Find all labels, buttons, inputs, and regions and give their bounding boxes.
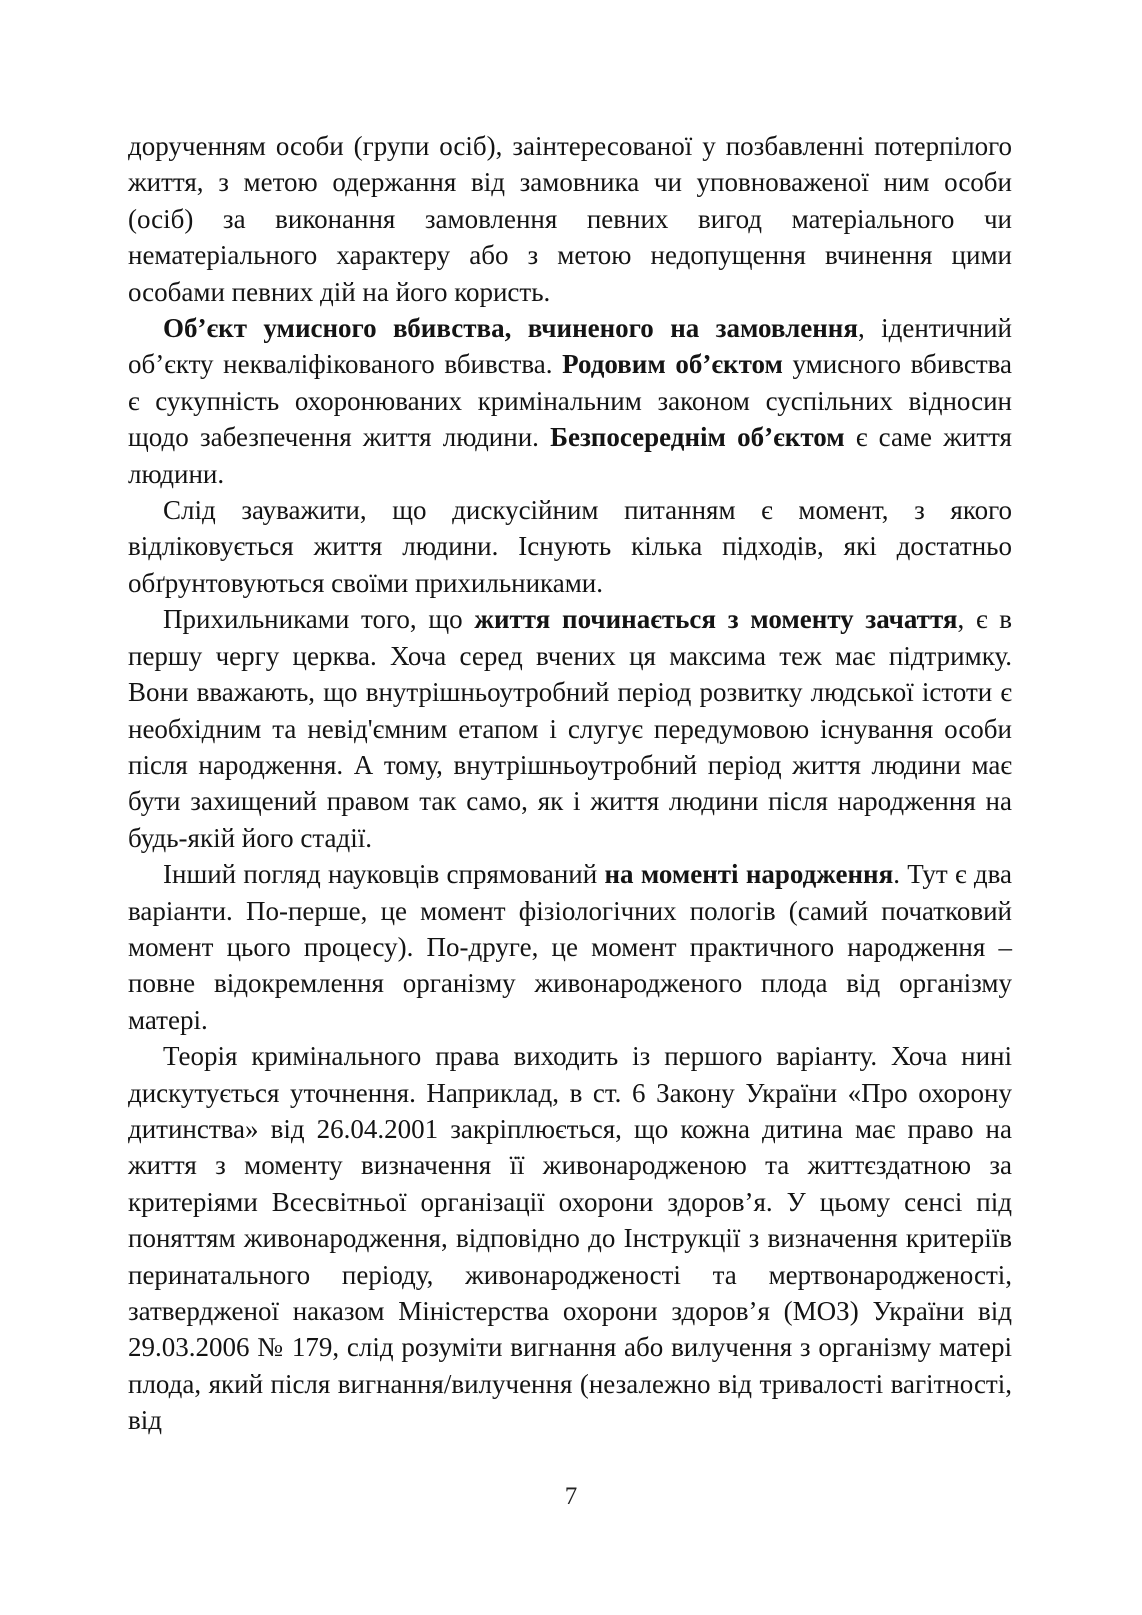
- text-run: Прихильниками того, що: [163, 604, 475, 635]
- paragraph-debatable-moment: [128, 492, 1012, 601]
- paragraph-birth-view: [128, 856, 1012, 1038]
- bold-term: Об’єкт умисного вбивства, вчиненого на замовлення: [163, 313, 858, 344]
- text-run: є саме життя людини.: [128, 422, 1012, 489]
- paragraph-object-of-murder: [128, 310, 1012, 492]
- bold-term: Родовим об’єктом: [562, 349, 783, 380]
- bold-term: життя починається з моменту зачаття: [474, 604, 958, 635]
- page-number: 7: [564, 1483, 578, 1510]
- page-body: [128, 128, 1012, 1439]
- paragraph-continuation: [128, 128, 1012, 310]
- text-run: дорученням особи (групи осіб), заінтересованої у позбавленні потерпілого життя, з метою одержання від замовника чи уповноваженої ним особи (осіб) за виконання замовлення певних вигод матеріального чи нематеріального характеру або з метою недопущення вчинення цими особами певних дій на його користь.: [128, 131, 1012, 307]
- text-run: Інший погляд науковців спрямований: [163, 859, 605, 890]
- paragraph-criminal-law-theory: [128, 1038, 1012, 1438]
- text-run: умисного вбивства є сукупність охоронюваних кримінальним законом суспільних відносин щодо забезпечення життя людини.: [128, 349, 1012, 453]
- bold-term: на моменті народження: [604, 859, 894, 890]
- paragraph-conception-view: [128, 601, 1012, 856]
- bold-term: Безпосереднім об’єктом: [550, 422, 845, 453]
- text-run: Слід зауважити, що дискусійним питанням є момент, з якого відліковується життя людини. Існують кілька підходів, які достатньо обґрунтовуються своїми прихильниками.: [128, 495, 1012, 598]
- text-run: Теорія кримінального права виходить із першого варіанту. Хоча нині дискутується уточнення. Наприклад, в ст. 6 Закону України «Про охорону дитинства» від 26.04.2001 закріплюється, що кожна дитина має право на життя з моменту визначення її живонародженою та життєздатною за критеріями Всесвітньої організації охорони здоров’я. У цьому сенсі під поняттям живонародження, відповідно до Інструкції з визначення критеріїв перинатального періоду, живонародженості та мертвонародженості, затвердженої наказом Міністерства охорони здоров’я (МОЗ) України від 29.03.2006 № 179, слід розуміти вигнання або вилучення з організму матері плода, який після вигнання/вилучення (незалежно від тривалості вагітності, від: [128, 1041, 1012, 1436]
- text-run: , є в першу чергу церква. Хоча серед вчених ця максима теж має підтримку. Вони вважають, що внутрішньоутробний період розвитку людської істоти є необхідним та невід'ємним етапом і слугує передумовою існування особи після народження. А тому, внутрішньоутробний період життя людини має бути захищений правом так само, як і життя людини після народження на будь-якій його стадії.: [128, 604, 1013, 853]
- text-run: , ідентичний об’єкту некваліфікованого вбивства.: [128, 313, 1012, 380]
- text-run: . Тут є два варіанти. По-перше, це момент фізіологічних пологів (самий початковий момент цього процесу). По-друге, це момент практичного народження – повне відокремлення організму живонародженого плода від організму матері.: [128, 859, 1012, 1035]
